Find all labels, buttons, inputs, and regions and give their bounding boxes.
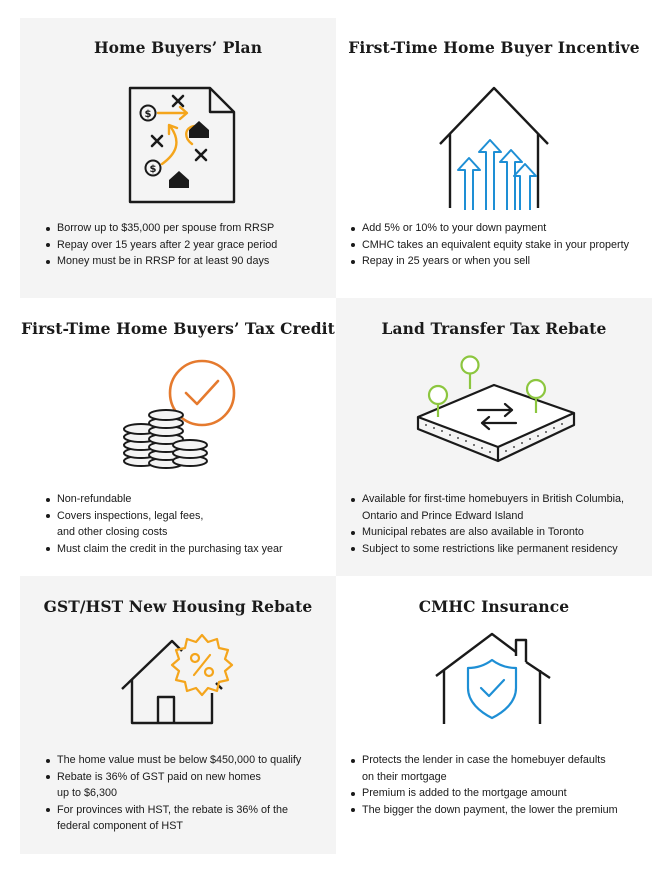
list-item: The bigger the down payment, the lower the premium	[350, 802, 650, 819]
list-item: Money must be in RRSP for at least 90 days	[45, 253, 330, 270]
list-item: Non-refundable	[45, 491, 330, 508]
bullet-list	[45, 752, 335, 835]
card-title: Home Buyers’ Plan	[93, 38, 263, 57]
card-title: CMHC Insurance	[418, 597, 570, 616]
list-item: Must claim the credit in the purchasing tax year	[45, 541, 330, 558]
card-first-time-home-buyer-incentive	[336, 18, 652, 298]
list-item: For provinces with HST, the rebate is 36% of the federal component of HST	[45, 802, 335, 835]
list-item: Repay over 15 years after 2 year grace period	[45, 237, 330, 254]
house-percent-badge-icon	[120, 631, 250, 726]
card-gst-hst-new-housing-rebate	[20, 576, 336, 854]
card-title: Land Transfer Tax Rebate	[381, 319, 607, 338]
house-shield-icon	[432, 630, 556, 728]
card-title: First-Time Home Buyers’ Tax Credit	[21, 319, 335, 338]
bullet-list	[350, 491, 650, 557]
coins-checkmark-icon	[120, 353, 250, 473]
list-item: CMHC takes an equivalent equity stake in your property	[350, 237, 650, 254]
list-item: Municipal rebates are also available in Toronto	[350, 524, 650, 541]
list-item: Add 5% or 10% to your down payment	[350, 220, 650, 237]
list-item: Repay in 25 years or when you sell	[350, 253, 650, 270]
bullet-list	[350, 752, 650, 818]
house-arrows-up-icon	[434, 78, 554, 212]
list-item: Subject to some restrictions like permanent residency	[350, 541, 650, 558]
card-title: GST/HST New Housing Rebate	[43, 597, 313, 616]
bullet-list	[45, 491, 330, 557]
card-home-buyers-plan	[20, 18, 336, 298]
list-item: Rebate is 36% of GST paid on new homes up to $6,300	[45, 769, 335, 802]
land-plot-exchange-icon	[412, 355, 582, 467]
bullet-list	[45, 220, 330, 270]
bullet-list	[350, 220, 650, 270]
document-plan-icon	[124, 82, 244, 210]
card-cmhc-insurance	[336, 576, 652, 854]
list-item: Borrow up to $35,000 per spouse from RRSP	[45, 220, 330, 237]
list-item: Premium is added to the mortgage amount	[350, 785, 650, 802]
list-item: Covers inspections, legal fees, and other closing costs	[45, 508, 330, 541]
list-item: The home value must be below $450,000 to qualify	[45, 752, 335, 769]
card-land-transfer-tax-rebate	[336, 298, 652, 576]
svg-text:$: $	[144, 109, 152, 120]
card-first-time-home-buyers-tax-credit	[20, 298, 336, 576]
svg-text:$: $	[149, 164, 157, 175]
card-title: First-Time Home Buyer Incentive	[348, 38, 640, 57]
list-item: Available for first-time homebuyers in British Columbia, Ontario and Prince Edward Island	[350, 491, 650, 524]
list-item: Protects the lender in case the homebuyer defaults on their mortgage	[350, 752, 650, 785]
